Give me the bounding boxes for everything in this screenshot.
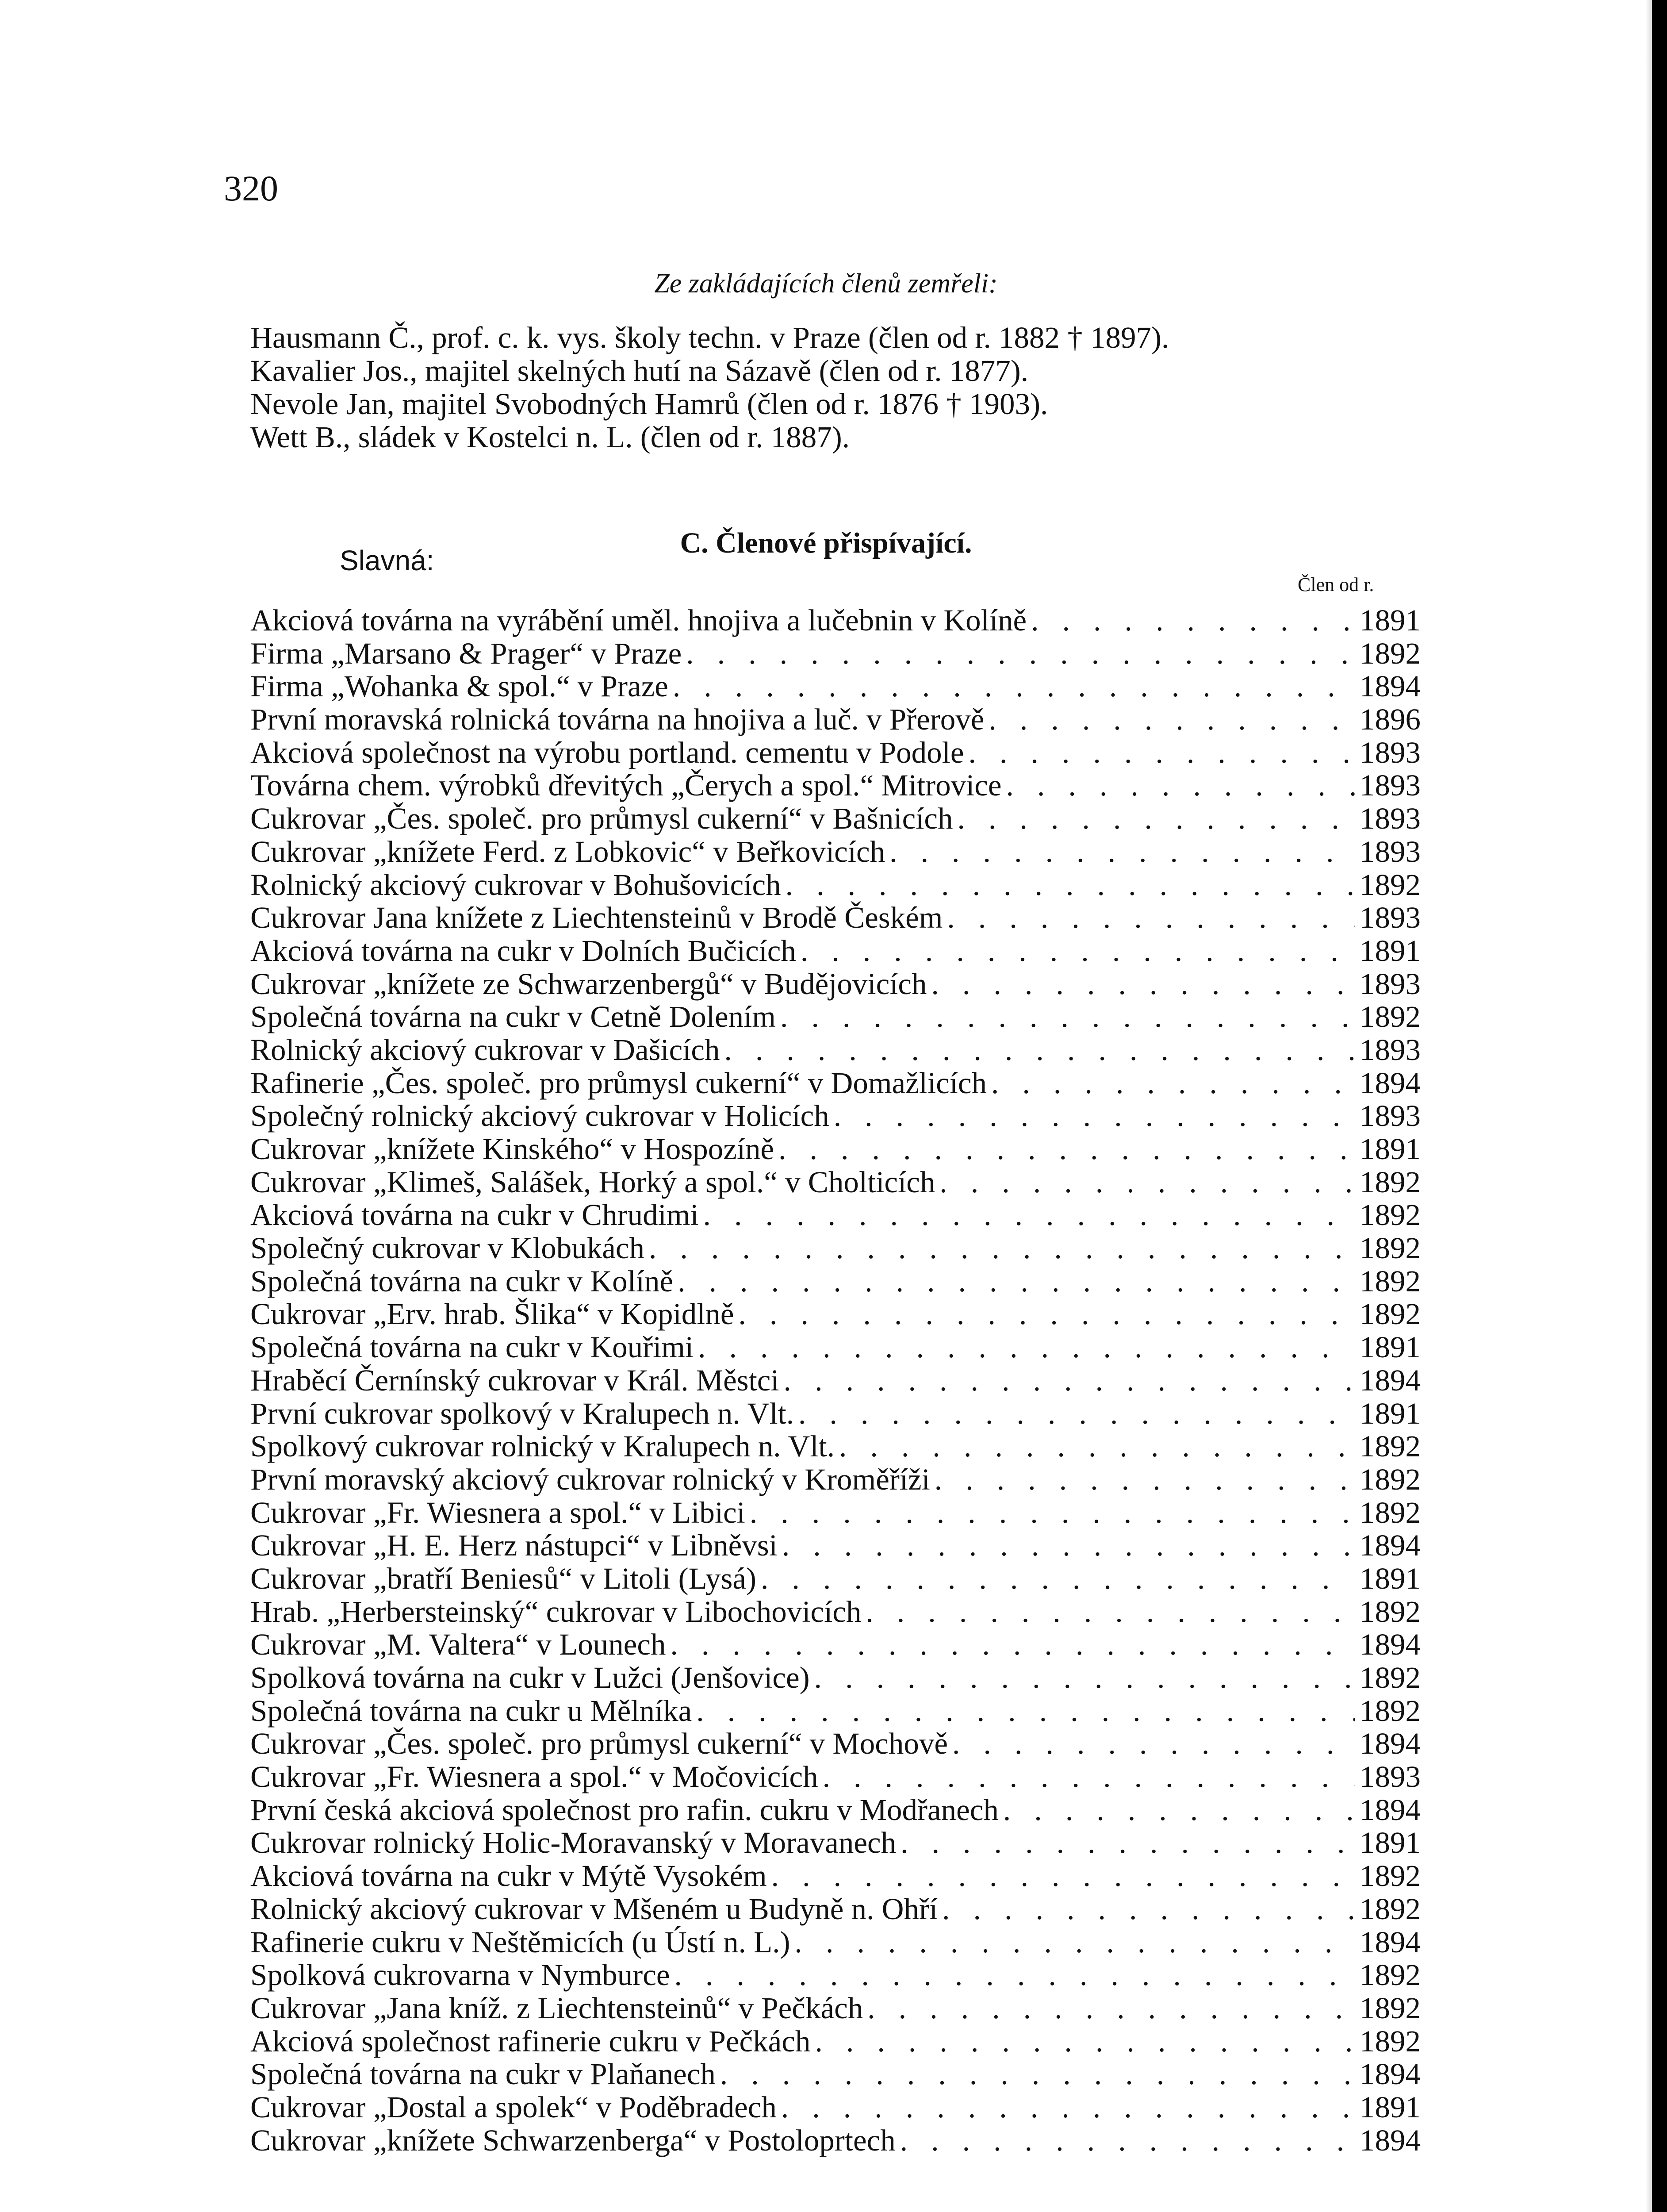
dot-leader — [834, 1099, 1355, 1133]
member-year: 1893 — [1360, 901, 1421, 935]
dot-leader — [778, 1133, 1355, 1166]
member-year: 1894 — [1360, 1066, 1421, 1100]
member-row — [250, 1826, 1421, 1859]
member-row — [250, 670, 1421, 703]
member-year: 1892 — [1360, 1859, 1421, 1893]
member-row — [250, 1265, 1421, 1298]
dot-leader — [958, 802, 1355, 835]
member-year: 1892 — [1360, 1000, 1421, 1034]
member-name: Společný rolnický akciový cukrovar v Holicích — [250, 1099, 829, 1133]
member-row — [250, 901, 1421, 934]
member-row — [250, 1232, 1421, 1265]
member-name: Akciová továrna na vyrábění uměl. hnojiva a lučebnin v Kolíně — [250, 603, 1027, 637]
member-name: Spolkový cukrovar rolnický v Kralupech n. Vlt. — [250, 1429, 835, 1463]
member-name: Akciová společnost rafinerie cukru v Pečkách — [250, 2024, 811, 2058]
member-year: 1891 — [1360, 933, 1421, 968]
member-name: Rolnický akciový cukrovar v Dašicích — [250, 1033, 720, 1067]
member-year: 1891 — [1360, 603, 1421, 637]
member-year: 1892 — [1360, 1165, 1421, 1199]
member-year: 1892 — [1360, 1495, 1421, 1529]
member-name: Cukrovar „H. E. Herz nástupci“ v Libněvsi — [250, 1528, 778, 1563]
page-number: 320 — [224, 168, 278, 208]
member-name: První moravský akciový cukrovar rolnický v Kroměříži — [250, 1462, 930, 1496]
member-year: 1892 — [1360, 2024, 1421, 2058]
dot-leader — [703, 1198, 1355, 1232]
member-row — [250, 1099, 1421, 1133]
member-row — [250, 1727, 1421, 1760]
dot-leader — [798, 1397, 1355, 1430]
member-year: 1892 — [1360, 1297, 1421, 1331]
dot-leader — [1003, 1793, 1355, 1827]
member-name: Společný cukrovar v Klobukách — [250, 1231, 645, 1265]
dot-leader — [991, 1067, 1355, 1100]
member-year: 1894 — [1360, 1925, 1421, 1959]
member-year: 1892 — [1360, 1694, 1421, 1728]
member-row — [250, 1793, 1421, 1827]
dot-leader — [780, 1000, 1355, 1033]
member-name: Firma „Wohanka & spol.“ v Praze — [250, 669, 668, 703]
member-row — [250, 1628, 1421, 1661]
dot-leader — [947, 901, 1355, 934]
dot-leader — [801, 934, 1355, 968]
member-row — [250, 1000, 1421, 1033]
dot-leader — [795, 1926, 1355, 1959]
member-year: 1894 — [1360, 2057, 1421, 2091]
member-year: 1894 — [1360, 1363, 1421, 1397]
dot-leader — [815, 2025, 1355, 2058]
dot-leader — [900, 2124, 1355, 2157]
member-name: Cukrovar „Dostal a spolek“ v Poděbradech — [250, 2090, 777, 2124]
member-year: 1892 — [1360, 1991, 1421, 2025]
dot-leader — [935, 1463, 1355, 1496]
dot-leader — [771, 1859, 1355, 1893]
member-row — [250, 868, 1421, 902]
member-name: Cukrovar „knížete Ferd. z Lobkovic“ v Beřkovicích — [250, 834, 885, 868]
member-year: 1892 — [1360, 1661, 1421, 1694]
member-row — [250, 1661, 1421, 1694]
member-row — [250, 968, 1421, 1001]
member-year: 1893 — [1360, 1099, 1421, 1133]
member-name: Společná továrna na cukr v Kouřimi — [250, 1330, 694, 1364]
member-row — [250, 1529, 1421, 1562]
dot-leader — [750, 1496, 1355, 1529]
member-name: Společná továrna na cukr u Mělníka — [250, 1694, 692, 1728]
member-year: 1891 — [1360, 1826, 1421, 1860]
member-year: 1892 — [1360, 636, 1421, 670]
dot-leader — [686, 637, 1355, 670]
member-year: 1891 — [1360, 1396, 1421, 1430]
member-year: 1891 — [1360, 2090, 1421, 2124]
member-name: První moravská rolnická továrna na hnojiva a luč. v Přerově — [250, 703, 985, 737]
member-row — [250, 1859, 1421, 1893]
member-name: Společná továrna na cukr v Kolíně — [250, 1264, 674, 1298]
dot-leader — [968, 736, 1355, 769]
member-name: Cukrovar „Fr. Wiesnera a spol.“ v Libici — [250, 1495, 745, 1529]
member-year: 1891 — [1360, 1132, 1421, 1166]
dot-leader — [867, 1992, 1355, 2025]
member-name: Akciová továrna na cukr v Chrudimi — [250, 1198, 699, 1232]
dot-leader — [739, 1298, 1356, 1331]
member-name: Cukrovar „Klimeš, Salášek, Horký a spol.“ v Cholticích — [250, 1165, 935, 1199]
member-row — [250, 1430, 1421, 1463]
member-year: 1891 — [1360, 1561, 1421, 1595]
member-name: Cukrovar „knížete Kinského“ v Hospozíně — [250, 1132, 774, 1166]
member-name: První cukrovar spolkový v Kralupech n. Vlt. — [250, 1396, 794, 1430]
dot-leader — [782, 1529, 1355, 1562]
member-row — [250, 1893, 1421, 1926]
member-name: Cukrovar „knížete Schwarzenberga“ v Postoloprtech — [250, 2123, 896, 2157]
member-row — [250, 2091, 1421, 2124]
member-row — [250, 2025, 1421, 2058]
member-year: 1891 — [1360, 1330, 1421, 1364]
member-row — [250, 1067, 1421, 1100]
founders-heading: Ze zakládajících členů zemřeli: — [654, 269, 998, 299]
dot-leader — [866, 1595, 1355, 1628]
member-name: Cukrovar „Jana kníž. z Liechtensteinů“ v Pečkách — [250, 1991, 863, 2025]
dot-leader — [673, 670, 1355, 703]
member-year: 1894 — [1360, 1628, 1421, 1662]
page-edge — [1645, 0, 1652, 2212]
member-row — [250, 769, 1421, 802]
member-row — [250, 1033, 1421, 1067]
member-year: 1893 — [1360, 1760, 1421, 1794]
dot-leader — [1031, 604, 1355, 637]
dot-leader — [931, 968, 1355, 1001]
member-name: Cukrovar „knížete ze Schwarzenbergů“ v Budějovicích — [250, 967, 927, 1001]
member-name: Akciová továrna na cukr v Mýtě Vysokém — [250, 1859, 767, 1893]
member-year: 1892 — [1360, 1462, 1421, 1496]
member-name: Cukrovar „Čes. společ. pro průmysl cukerní“ v Mochově — [250, 1727, 948, 1761]
member-row — [250, 802, 1421, 835]
dot-leader — [1006, 769, 1355, 802]
member-name: Cukrovar Jana knížete z Liechtensteinů v Brodě Českém — [250, 901, 943, 935]
member-row — [250, 703, 1421, 736]
member-name: Cukrovar rolnický Holic-Moravanský v Moravanech — [250, 1826, 897, 1860]
member-year: 1893 — [1360, 802, 1421, 836]
dot-leader — [720, 2058, 1355, 2091]
member-row — [250, 934, 1421, 968]
dot-leader — [823, 1760, 1355, 1793]
member-name: Cukrovar „Čes. společ. pro průmysl cukerní“ v Bašnicích — [250, 802, 953, 836]
member-name: První česká akciová společnost pro rafin. cukru v Modřanech — [250, 1793, 999, 1827]
member-year: 1892 — [1360, 1231, 1421, 1265]
dot-leader — [724, 1033, 1355, 1067]
member-name: Spolková cukrovarna v Nymburce — [250, 1958, 670, 1992]
member-row — [250, 2124, 1421, 2157]
member-row — [250, 1760, 1421, 1793]
member-row — [250, 1463, 1421, 1496]
dot-leader — [786, 868, 1355, 902]
member-name: Rafinerie cukru v Neštěmicích (u Ústí n. L.) — [250, 1925, 790, 1959]
member-year: 1892 — [1360, 1264, 1421, 1298]
dot-leader — [989, 703, 1355, 736]
member-row — [250, 1694, 1421, 1728]
founder-entry: Nevole Jan, majitel Svobodných Hamrů (člen od r. 1876 † 1903). — [250, 387, 1048, 421]
dot-leader — [674, 1959, 1355, 1992]
dot-leader — [901, 1826, 1355, 1859]
member-year: 1892 — [1360, 868, 1421, 902]
member-year: 1894 — [1360, 1793, 1421, 1827]
dot-leader — [939, 1166, 1355, 1199]
member-year: 1894 — [1360, 1528, 1421, 1563]
founder-entry: Hausmann Č., prof. c. k. vys. školy techn. v Praze (člen od r. 1882 † 1897). — [250, 321, 1169, 354]
member-row — [250, 1562, 1421, 1595]
dot-leader — [678, 1265, 1355, 1298]
member-name: Společná továrna na cukr v Plaňanech — [250, 2057, 716, 2091]
dot-leader — [952, 1727, 1355, 1760]
dot-leader — [649, 1232, 1355, 1265]
year-column-header: Člen od r. — [1298, 574, 1374, 595]
dot-leader — [839, 1430, 1355, 1463]
dot-leader — [781, 2091, 1355, 2124]
dot-leader — [889, 835, 1355, 868]
member-year: 1892 — [1360, 1429, 1421, 1463]
member-name: Hrab. „Herbersteinský“ cukrovar v Libochovicích — [250, 1594, 862, 1628]
dot-leader — [671, 1628, 1356, 1661]
section-title: C. Členové přispívající. — [680, 527, 972, 559]
member-year: 1894 — [1360, 2123, 1421, 2157]
member-year: 1893 — [1360, 834, 1421, 868]
member-name: Cukrovar „bratří Beniesů“ v Litoli (Lysá) — [250, 1561, 756, 1595]
member-row — [250, 1298, 1421, 1331]
member-name: Cukrovar „Erv. hrab. Šlika“ v Kopidlně — [250, 1297, 734, 1331]
member-row — [250, 1331, 1421, 1364]
member-year: 1892 — [1360, 1892, 1421, 1926]
member-name: Továrna chem. výrobků dřevitých „Čerych a spol.“ Mitrovice — [250, 768, 1002, 803]
member-name: Cukrovar „Fr. Wiesnera a spol.“ v Močovicích — [250, 1760, 818, 1794]
member-year: 1896 — [1360, 703, 1421, 737]
founder-entry: Wett B., sládek v Kostelci n. L. (člen od r. 1887). — [250, 420, 850, 454]
dot-leader — [814, 1661, 1355, 1694]
member-year: 1893 — [1360, 735, 1421, 769]
dot-leader — [784, 1364, 1355, 1397]
member-row — [250, 835, 1421, 868]
member-row — [250, 1397, 1421, 1430]
member-row — [250, 1496, 1421, 1529]
member-row — [250, 1595, 1421, 1628]
member-year: 1892 — [1360, 1198, 1421, 1232]
member-name: Rafinerie „Čes. společ. pro průmysl cukerní“ v Domažlicích — [250, 1066, 987, 1100]
member-name: Akciová továrna na cukr v Dolních Bučicích — [250, 933, 796, 968]
member-name: Společná továrna na cukr v Cetně Dolením — [250, 1000, 776, 1034]
member-name: Spolková továrna na cukr v Lužci (Jenšovice) — [250, 1661, 810, 1694]
member-year: 1893 — [1360, 768, 1421, 803]
member-row — [250, 1926, 1421, 1959]
dot-leader — [942, 1893, 1355, 1926]
founders-list — [250, 321, 1169, 454]
member-year: 1894 — [1360, 1727, 1421, 1761]
member-name: Rolnický akciový cukrovar v Mšeném u Budyně n. Ohří — [250, 1892, 938, 1926]
member-row — [250, 736, 1421, 769]
member-row — [250, 604, 1421, 637]
member-row — [250, 1133, 1421, 1166]
dot-leader — [696, 1694, 1355, 1728]
address-label: Slavná: — [340, 545, 434, 576]
member-row — [250, 1198, 1421, 1232]
member-year: 1894 — [1360, 669, 1421, 703]
member-year: 1892 — [1360, 1958, 1421, 1992]
member-row — [250, 2058, 1421, 2091]
member-row — [250, 1364, 1421, 1397]
member-name: Firma „Marsano & Prager“ v Praze — [250, 636, 682, 670]
dot-leader — [698, 1331, 1355, 1364]
member-year: 1893 — [1360, 967, 1421, 1001]
member-name: Rolnický akciový cukrovar v Bohušovicích — [250, 868, 781, 902]
founder-entry: Kavalier Jos., majitel skelných hutí na Sázavě (člen od r. 1877). — [250, 354, 1028, 388]
member-name: Cukrovar „M. Valtera“ v Lounech — [250, 1628, 666, 1662]
member-row — [250, 1959, 1421, 1992]
member-name: Akciová společnost na výrobu portland. cementu v Podole — [250, 735, 964, 769]
member-list — [250, 604, 1421, 2157]
member-row — [250, 1166, 1421, 1199]
member-row — [250, 637, 1421, 670]
dot-leader — [761, 1562, 1355, 1595]
member-row — [250, 1992, 1421, 2025]
member-year: 1892 — [1360, 1594, 1421, 1628]
member-name: Hraběcí Černínský cukrovar v Král. Městci — [250, 1363, 779, 1397]
member-year: 1893 — [1360, 1033, 1421, 1067]
